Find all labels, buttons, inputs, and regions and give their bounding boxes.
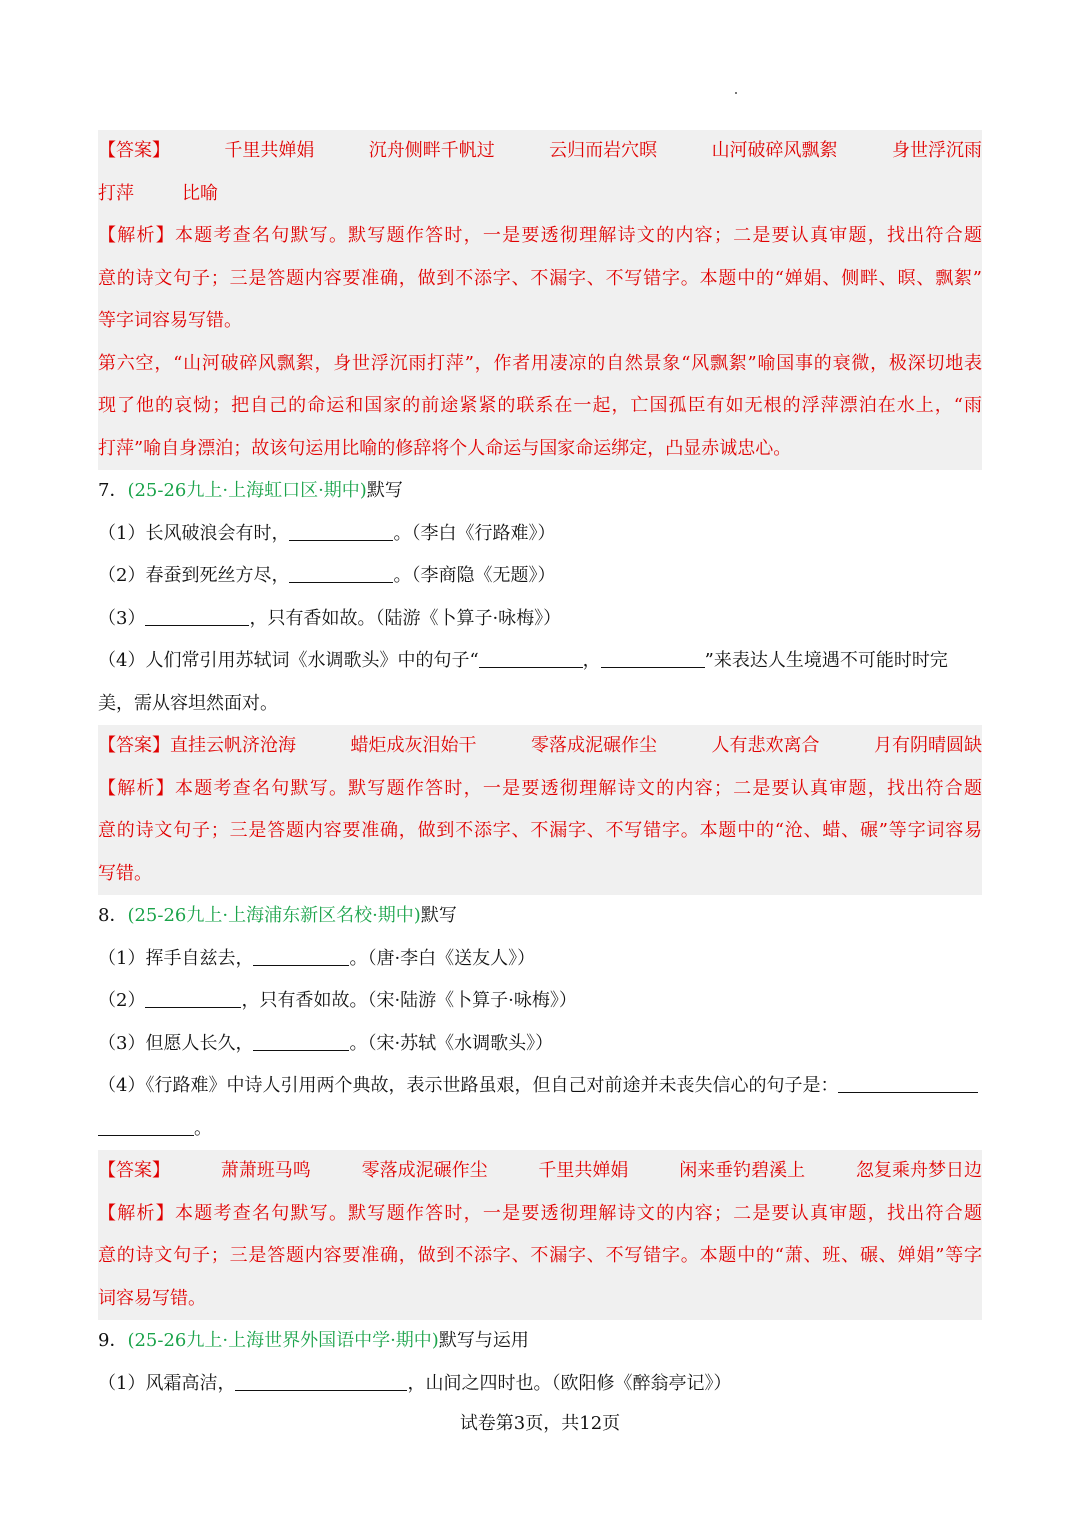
answer-blank[interactable]	[253, 947, 349, 966]
analysis-text: 本题考查名句默写。默写题作答时，一是要透彻理解诗文的内容；二是要认真审题，找出符合题	[174, 777, 982, 799]
answer-item: 沉舟侧畔千帆过	[368, 140, 495, 161]
item-suffix: ，只有香如故。（宋·陆游《卜算子·咏梅》）	[241, 990, 577, 1011]
question-source: (25-26九上·上海浦东新区名校·期中)	[127, 905, 421, 926]
item-suffix: 。（李白《行路难》）	[393, 522, 556, 544]
answer-item: 蜡炬成灰泪始干	[350, 735, 477, 756]
q8-answer-line	[98, 1150, 982, 1193]
item-prefix: （3）但愿人长久，	[98, 1032, 254, 1054]
q8-item-4-cont	[98, 1108, 982, 1151]
item-text: （4）《行路难》中诗人引用两个典故，表示世路虽艰，但自己对前途并未丧失信心的句子是：	[98, 1075, 839, 1096]
q6-answer-line	[98, 130, 982, 173]
item-prefix: （4）人们常引用苏轼词《水调歌头》中的句子“	[98, 650, 479, 671]
item-prefix: （2）春蚕到死丝方尽，	[98, 565, 290, 586]
question-source: (25-26九上·上海虹口区·期中)	[127, 480, 367, 501]
answer-blank[interactable]	[289, 522, 393, 541]
decorative-dot	[735, 92, 737, 94]
answer-blank[interactable]	[838, 1074, 978, 1093]
page-footer: 试卷第3页，共12页	[459, 1413, 621, 1434]
q8-analysis-line	[98, 1193, 982, 1236]
item-suffix: ”来表达人生境遇不可能时时完	[704, 650, 948, 671]
q9-item-1	[98, 1363, 982, 1406]
question-type: 默写与运用	[438, 1330, 529, 1351]
question-number: 9．	[98, 1330, 128, 1351]
item-suffix: ，山间之四时也。（欧阳修《醉翁亭记》）	[407, 1372, 732, 1394]
q9-header	[98, 1320, 982, 1363]
q6-analysis-line: 打萍”喻自身漂泊；故该句运用比喻的修辞将个人命运与国家命运绑定，凸显赤诚忠心。	[98, 437, 792, 459]
item-prefix: （2）	[98, 990, 146, 1011]
q6-analysis-line	[98, 215, 982, 258]
item-suffix: 。（李商隐《无题》）	[393, 565, 556, 586]
exam-page	[98, 130, 982, 1405]
q7-item-3	[98, 598, 982, 641]
q6-analysis-line: 第六空，“山河破碎风飘絮，身世浮沉雨打萍”，作者用凄凉的自然景象“风飘絮”喻国事的衰微，极深切地表	[98, 352, 982, 374]
question-type: 默写	[366, 480, 403, 501]
q6-answer-block	[98, 130, 982, 470]
analysis-label: 【解析】	[98, 1202, 175, 1224]
answer-item: 比喻	[182, 182, 218, 204]
answer-item: 月有阴晴圆缺	[874, 735, 982, 756]
q6-analysis-line: 意的诗文句子；三是答题内容要准确，做到不添字、不漏字、不写错字。本题中的“婵娟、侧畔、暝、飘絮”	[98, 267, 982, 289]
question-source: (25-26九上·上海世界外国语中学·期中)	[127, 1330, 439, 1351]
q7-answer-line	[98, 725, 982, 768]
answer-label: 【答案】	[98, 140, 170, 161]
answer-blank[interactable]	[601, 649, 705, 668]
q8-item-1	[98, 938, 982, 981]
q8-item-2	[98, 980, 982, 1023]
item-suffix: 。（唐·李白《送友人》）	[349, 947, 536, 969]
q8-item-3	[98, 1023, 982, 1066]
q7-answer-block	[98, 725, 982, 895]
q7-item-1	[98, 513, 982, 556]
q7-analysis-line: 意的诗文句子；三是答题内容要准确，做到不添字、不漏字、不写错字。本题中的“沧、蜡、碾”等字词容易	[98, 820, 982, 841]
question-number: 8．	[98, 905, 128, 926]
item-suffix: ，只有香如故。（陆游《卜算子·咏梅》）	[249, 607, 562, 629]
q7-analysis-line: 写错。	[98, 862, 152, 884]
q8-answer-block	[98, 1150, 982, 1320]
answer-item: 身世浮沉雨	[891, 140, 982, 161]
answer-label: 【答案】	[98, 735, 170, 756]
analysis-label: 【解析】	[98, 777, 175, 799]
q8-analysis-line: 词容易写错。	[98, 1287, 206, 1309]
answer-blank[interactable]	[145, 607, 249, 626]
q8-analysis-line: 意的诗文句子；三是答题内容要准确，做到不添字、不漏字、不写错字。本题中的“萧、班、碾、婵娟”等字	[98, 1245, 982, 1266]
analysis-label: 【解析】	[98, 225, 175, 246]
answer-item: 人有悲欢离合	[711, 735, 820, 756]
item-prefix: （1）长风破浪会有时，	[98, 522, 290, 544]
answer-label: 【答案】	[98, 1160, 170, 1181]
q8-header	[98, 895, 982, 938]
q7-analysis-line	[98, 768, 982, 811]
q7-item-4	[98, 640, 982, 683]
item-prefix: （3）	[98, 607, 146, 629]
question-number: 7．	[98, 480, 128, 501]
answer-item: 零落成泥碾作尘	[361, 1160, 488, 1181]
item-suffix: 。（宋·苏轼《水调歌头》）	[349, 1032, 554, 1054]
answer-item: 云归而岩穴暝	[549, 140, 658, 161]
q6-analysis-line: 等字词容易写错。	[98, 310, 242, 331]
q7-item-2	[98, 555, 982, 598]
answer-blank[interactable]	[145, 989, 241, 1008]
q6-analysis-line: 现了他的哀恸；把自己的命运和国家的前途紧紧的联系在一起，亡国孤臣有如无根的浮萍漂泊在水上，“雨	[98, 395, 982, 416]
answer-item: 千里共婵娟	[224, 140, 315, 161]
answer-item: 忽复乘舟梦日边	[855, 1160, 982, 1181]
answer-item: 零落成泥碾作尘	[531, 735, 657, 756]
q6-answer-line2	[98, 173, 982, 216]
item-end: 。	[194, 1117, 212, 1139]
answer-blank[interactable]	[479, 649, 583, 668]
item-prefix: （1）挥手自兹去，	[98, 947, 254, 969]
answer-item: 萧萧班马鸣	[220, 1160, 311, 1181]
q7-item-4-cont: 美，需从容坦然面对。	[98, 692, 278, 714]
answer-item: 闲来垂钓碧溪上	[679, 1160, 806, 1181]
answer-blank[interactable]	[289, 564, 393, 583]
q8-item-4	[98, 1065, 982, 1108]
answer-item: 山河破碎风飘絮	[711, 140, 838, 161]
item-mid: ，	[582, 650, 601, 671]
analysis-text: 本题考查名句默写。默写题作答时，一是要透彻理解诗文的内容；二是要认真审题，找出符合题	[174, 225, 982, 246]
analysis-text: 本题考查名句默写。默写题作答时，一是要透彻理解诗文的内容；二是要认真审题，找出符合题	[174, 1202, 982, 1224]
answer-item: 打萍	[98, 182, 134, 204]
item-prefix: （1）风霜高洁，	[98, 1372, 236, 1394]
answer-item: 千里共婵娟	[538, 1160, 629, 1181]
answer-blank[interactable]	[253, 1032, 349, 1051]
question-type: 默写	[420, 905, 457, 926]
q7-header	[98, 470, 982, 513]
answer-blank[interactable]	[98, 1117, 194, 1136]
answer-blank[interactable]	[235, 1372, 407, 1391]
answer-item: 直挂云帆济沧海	[170, 735, 296, 756]
